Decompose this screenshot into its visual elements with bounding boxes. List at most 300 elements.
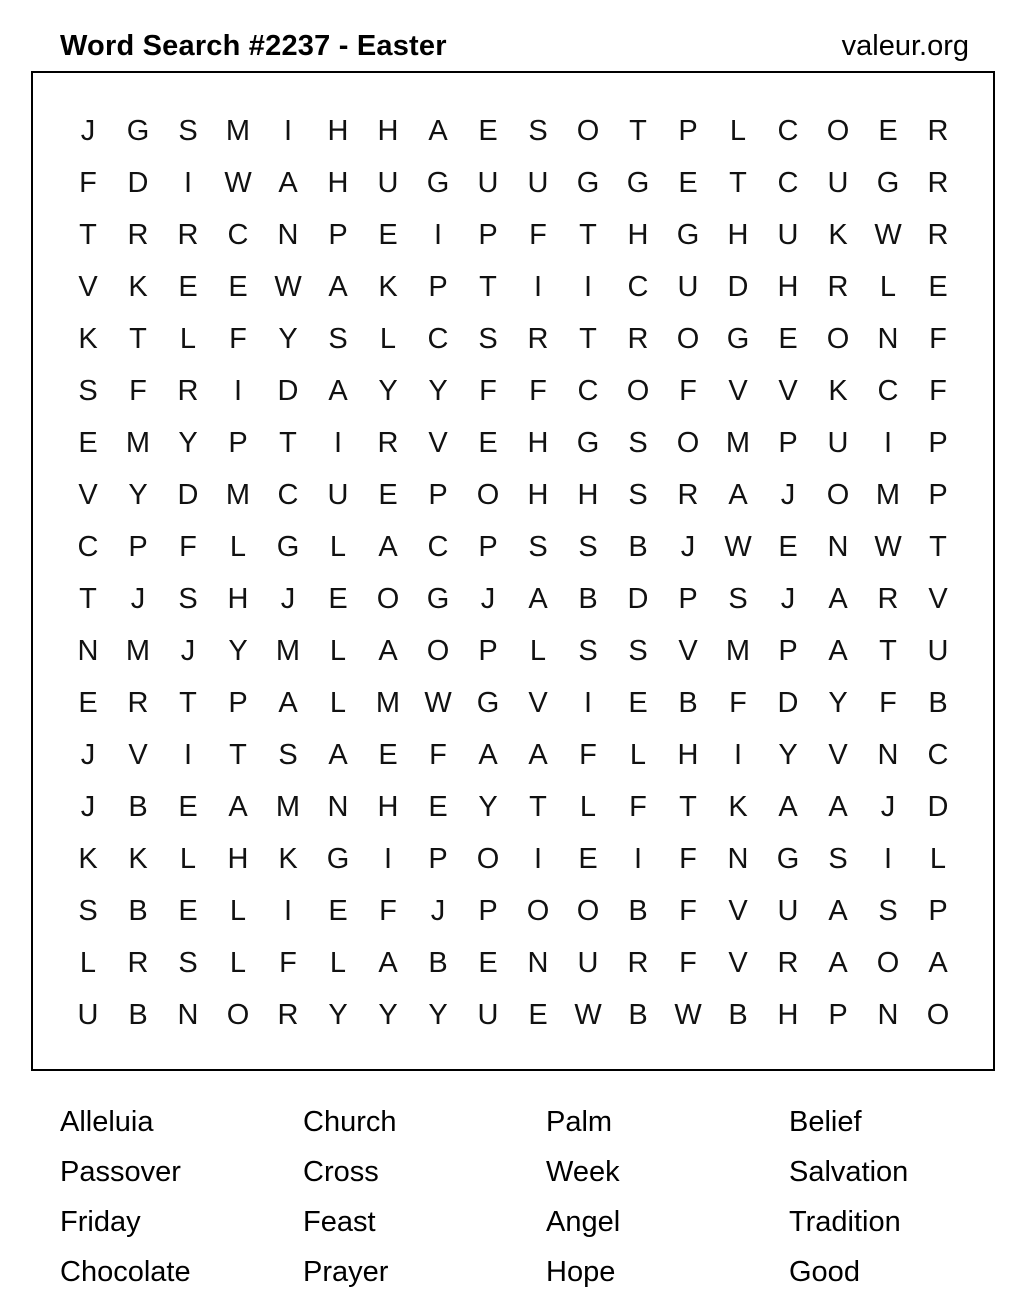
- grid-letter[interactable]: E: [928, 270, 948, 303]
- grid-letter[interactable]: O: [426, 634, 450, 667]
- grid-letter[interactable]: U: [577, 946, 599, 979]
- grid-letter[interactable]: B: [128, 894, 148, 927]
- grid-letter[interactable]: U: [527, 166, 549, 199]
- grid-letter[interactable]: K: [378, 270, 398, 303]
- grid-letter[interactable]: O: [826, 478, 850, 511]
- grid-letter[interactable]: U: [777, 218, 799, 251]
- grid-letter[interactable]: T: [579, 218, 597, 251]
- grid-letter[interactable]: A: [278, 166, 298, 199]
- grid-letter[interactable]: N: [877, 322, 899, 355]
- grid-letter[interactable]: G: [676, 218, 700, 251]
- grid-letter[interactable]: H: [677, 738, 699, 771]
- grid-letter[interactable]: T: [529, 790, 547, 823]
- grid-letter[interactable]: I: [433, 218, 443, 251]
- grid-letter[interactable]: V: [128, 738, 148, 771]
- grid-letter[interactable]: O: [576, 114, 600, 147]
- grid-letter[interactable]: A: [728, 478, 748, 511]
- grid-letter[interactable]: N: [277, 218, 299, 251]
- grid-letter[interactable]: L: [879, 270, 897, 303]
- grid-letter[interactable]: P: [428, 842, 448, 875]
- grid-letter[interactable]: B: [628, 998, 648, 1031]
- grid-letter[interactable]: U: [827, 426, 849, 459]
- grid-letter[interactable]: P: [778, 634, 798, 667]
- grid-letter[interactable]: B: [428, 946, 448, 979]
- grid-letter[interactable]: Y: [478, 790, 498, 823]
- grid-letter[interactable]: T: [79, 218, 97, 251]
- grid-letter[interactable]: R: [927, 218, 949, 251]
- grid-letter[interactable]: R: [127, 686, 149, 719]
- grid-letter[interactable]: G: [576, 426, 600, 459]
- grid-letter[interactable]: G: [876, 166, 900, 199]
- grid-letter[interactable]: J: [680, 530, 696, 563]
- grid-letter[interactable]: T: [179, 686, 197, 719]
- grid-letter[interactable]: S: [878, 894, 898, 927]
- grid-letter[interactable]: H: [377, 790, 399, 823]
- grid-letter[interactable]: E: [228, 270, 248, 303]
- grid-letter[interactable]: J: [180, 634, 196, 667]
- grid-letter[interactable]: I: [233, 374, 243, 407]
- grid-letter[interactable]: N: [327, 790, 349, 823]
- grid-letter[interactable]: B: [128, 790, 148, 823]
- grid-letter[interactable]: P: [478, 634, 498, 667]
- grid-letter[interactable]: V: [928, 582, 948, 615]
- grid-letter[interactable]: T: [129, 322, 147, 355]
- grid-letter[interactable]: W: [224, 166, 252, 199]
- grid-letter[interactable]: W: [574, 998, 602, 1031]
- grid-letter[interactable]: I: [283, 114, 293, 147]
- grid-letter[interactable]: A: [228, 790, 248, 823]
- grid-letter[interactable]: C: [227, 218, 249, 251]
- grid-letter[interactable]: K: [128, 842, 148, 875]
- grid-letter[interactable]: Y: [778, 738, 798, 771]
- grid-letter[interactable]: K: [278, 842, 298, 875]
- grid-letter[interactable]: H: [777, 270, 799, 303]
- grid-letter[interactable]: H: [727, 218, 749, 251]
- grid-letter[interactable]: M: [725, 634, 751, 667]
- grid-letter[interactable]: F: [929, 374, 947, 407]
- grid-letter[interactable]: L: [729, 114, 747, 147]
- grid-letter[interactable]: G: [126, 114, 150, 147]
- grid-letter[interactable]: A: [328, 270, 348, 303]
- grid-letter[interactable]: W: [674, 998, 702, 1031]
- grid-letter[interactable]: E: [678, 166, 698, 199]
- grid-letter[interactable]: O: [576, 894, 600, 927]
- grid-letter[interactable]: C: [777, 166, 799, 199]
- grid-letter[interactable]: F: [729, 686, 747, 719]
- grid-letter[interactable]: B: [728, 998, 748, 1031]
- grid-letter[interactable]: P: [478, 218, 498, 251]
- grid-letter[interactable]: F: [929, 322, 947, 355]
- grid-letter[interactable]: P: [428, 478, 448, 511]
- grid-letter[interactable]: J: [780, 478, 796, 511]
- grid-letter[interactable]: R: [177, 374, 199, 407]
- grid-letter[interactable]: L: [229, 894, 247, 927]
- grid-letter[interactable]: M: [225, 114, 251, 147]
- grid-letter[interactable]: O: [526, 894, 550, 927]
- grid-letter[interactable]: J: [430, 894, 446, 927]
- grid-letter[interactable]: V: [728, 374, 748, 407]
- grid-letter[interactable]: G: [426, 166, 450, 199]
- grid-letter[interactable]: E: [378, 738, 398, 771]
- grid-letter[interactable]: I: [883, 842, 893, 875]
- grid-letter[interactable]: J: [130, 582, 146, 615]
- grid-letter[interactable]: S: [628, 426, 648, 459]
- grid-letter[interactable]: B: [578, 582, 598, 615]
- grid-letter[interactable]: D: [177, 478, 199, 511]
- grid-letter[interactable]: W: [724, 530, 752, 563]
- grid-letter[interactable]: A: [828, 634, 848, 667]
- grid-letter[interactable]: M: [125, 426, 151, 459]
- grid-letter[interactable]: S: [828, 842, 848, 875]
- grid-letter[interactable]: P: [928, 426, 948, 459]
- grid-letter[interactable]: F: [529, 218, 547, 251]
- grid-letter[interactable]: C: [77, 530, 99, 563]
- grid-letter[interactable]: O: [826, 114, 850, 147]
- grid-letter[interactable]: U: [327, 478, 349, 511]
- grid-letter[interactable]: P: [228, 426, 248, 459]
- grid-letter[interactable]: D: [277, 374, 299, 407]
- grid-letter[interactable]: L: [329, 686, 347, 719]
- grid-letter[interactable]: O: [626, 374, 650, 407]
- grid-letter[interactable]: F: [879, 686, 897, 719]
- grid-letter[interactable]: J: [780, 582, 796, 615]
- grid-letter[interactable]: E: [178, 894, 198, 927]
- grid-letter[interactable]: D: [777, 686, 799, 719]
- grid-letter[interactable]: S: [478, 322, 498, 355]
- grid-letter[interactable]: H: [377, 114, 399, 147]
- grid-letter[interactable]: L: [629, 738, 647, 771]
- grid-letter[interactable]: A: [428, 114, 448, 147]
- grid-letter[interactable]: S: [528, 530, 548, 563]
- grid-letter[interactable]: H: [527, 426, 549, 459]
- grid-letter[interactable]: F: [129, 374, 147, 407]
- grid-letter[interactable]: V: [778, 374, 798, 407]
- grid-letter[interactable]: H: [527, 478, 549, 511]
- grid-letter[interactable]: F: [429, 738, 447, 771]
- grid-letter[interactable]: E: [378, 218, 398, 251]
- grid-letter[interactable]: E: [378, 478, 398, 511]
- grid-letter[interactable]: H: [327, 166, 349, 199]
- grid-letter[interactable]: E: [328, 894, 348, 927]
- grid-letter[interactable]: C: [427, 322, 449, 355]
- grid-letter[interactable]: M: [275, 790, 301, 823]
- grid-letter[interactable]: U: [477, 998, 499, 1031]
- grid-letter[interactable]: Y: [828, 686, 848, 719]
- grid-letter[interactable]: H: [327, 114, 349, 147]
- grid-letter[interactable]: D: [927, 790, 949, 823]
- grid-letter[interactable]: P: [928, 478, 948, 511]
- grid-letter[interactable]: B: [628, 530, 648, 563]
- grid-letter[interactable]: R: [127, 218, 149, 251]
- grid-letter[interactable]: I: [633, 842, 643, 875]
- grid-letter[interactable]: C: [927, 738, 949, 771]
- grid-letter[interactable]: O: [476, 478, 500, 511]
- grid-letter[interactable]: E: [78, 686, 98, 719]
- grid-letter[interactable]: B: [928, 686, 948, 719]
- grid-letter[interactable]: V: [78, 478, 98, 511]
- grid-letter[interactable]: P: [228, 686, 248, 719]
- grid-letter[interactable]: R: [627, 322, 649, 355]
- grid-letter[interactable]: E: [478, 946, 498, 979]
- grid-letter[interactable]: E: [778, 322, 798, 355]
- grid-letter[interactable]: E: [428, 790, 448, 823]
- grid-letter[interactable]: S: [178, 114, 198, 147]
- grid-letter[interactable]: A: [828, 946, 848, 979]
- grid-letter[interactable]: S: [328, 322, 348, 355]
- grid-letter[interactable]: V: [678, 634, 698, 667]
- grid-letter[interactable]: U: [377, 166, 399, 199]
- grid-letter[interactable]: P: [778, 426, 798, 459]
- grid-letter[interactable]: F: [179, 530, 197, 563]
- grid-letter[interactable]: C: [427, 530, 449, 563]
- grid-letter[interactable]: Y: [128, 478, 148, 511]
- grid-letter[interactable]: R: [177, 218, 199, 251]
- grid-letter[interactable]: G: [776, 842, 800, 875]
- grid-letter[interactable]: W: [274, 270, 302, 303]
- grid-letter[interactable]: J: [280, 582, 296, 615]
- grid-letter[interactable]: E: [178, 270, 198, 303]
- grid-letter[interactable]: A: [378, 530, 398, 563]
- grid-letter[interactable]: B: [628, 894, 648, 927]
- grid-letter[interactable]: F: [679, 894, 697, 927]
- grid-letter[interactable]: U: [777, 894, 799, 927]
- grid-letter[interactable]: L: [79, 946, 97, 979]
- grid-letter[interactable]: S: [628, 478, 648, 511]
- grid-letter[interactable]: U: [677, 270, 699, 303]
- grid-letter[interactable]: W: [424, 686, 452, 719]
- grid-letter[interactable]: Y: [428, 374, 448, 407]
- grid-letter[interactable]: R: [127, 946, 149, 979]
- grid-letter[interactable]: I: [883, 426, 893, 459]
- grid-letter[interactable]: E: [478, 114, 498, 147]
- grid-letter[interactable]: F: [229, 322, 247, 355]
- grid-letter[interactable]: M: [225, 478, 251, 511]
- grid-letter[interactable]: R: [877, 582, 899, 615]
- grid-letter[interactable]: T: [929, 530, 947, 563]
- grid-letter[interactable]: O: [876, 946, 900, 979]
- grid-letter[interactable]: O: [676, 322, 700, 355]
- grid-letter[interactable]: M: [725, 426, 751, 459]
- grid-letter[interactable]: F: [279, 946, 297, 979]
- grid-letter[interactable]: V: [728, 946, 748, 979]
- grid-letter[interactable]: I: [733, 738, 743, 771]
- grid-letter[interactable]: O: [826, 322, 850, 355]
- grid-letter[interactable]: C: [777, 114, 799, 147]
- grid-letter[interactable]: P: [678, 114, 698, 147]
- grid-letter[interactable]: F: [679, 374, 697, 407]
- grid-letter[interactable]: T: [629, 114, 647, 147]
- grid-letter[interactable]: I: [183, 166, 193, 199]
- grid-letter[interactable]: S: [278, 738, 298, 771]
- grid-letter[interactable]: Y: [378, 998, 398, 1031]
- grid-letter[interactable]: S: [728, 582, 748, 615]
- grid-letter[interactable]: R: [827, 270, 849, 303]
- grid-letter[interactable]: T: [79, 582, 97, 615]
- grid-letter[interactable]: U: [927, 634, 949, 667]
- grid-letter[interactable]: A: [478, 738, 498, 771]
- grid-letter[interactable]: P: [928, 894, 948, 927]
- grid-letter[interactable]: T: [879, 634, 897, 667]
- grid-letter[interactable]: I: [533, 270, 543, 303]
- grid-letter[interactable]: V: [428, 426, 448, 459]
- grid-letter[interactable]: S: [628, 634, 648, 667]
- grid-letter[interactable]: G: [576, 166, 600, 199]
- grid-letter[interactable]: L: [929, 842, 947, 875]
- grid-letter[interactable]: F: [579, 738, 597, 771]
- grid-letter[interactable]: A: [378, 634, 398, 667]
- grid-letter[interactable]: J: [80, 114, 96, 147]
- grid-letter[interactable]: R: [777, 946, 799, 979]
- grid-letter[interactable]: G: [476, 686, 500, 719]
- grid-letter[interactable]: A: [928, 946, 948, 979]
- grid-letter[interactable]: S: [178, 582, 198, 615]
- grid-letter[interactable]: U: [77, 998, 99, 1031]
- grid-letter[interactable]: H: [227, 582, 249, 615]
- grid-letter[interactable]: T: [579, 322, 597, 355]
- grid-letter[interactable]: P: [828, 998, 848, 1031]
- grid-letter[interactable]: H: [777, 998, 799, 1031]
- grid-letter[interactable]: V: [828, 738, 848, 771]
- grid-letter[interactable]: A: [328, 374, 348, 407]
- grid-letter[interactable]: K: [728, 790, 748, 823]
- grid-letter[interactable]: T: [279, 426, 297, 459]
- grid-letter[interactable]: A: [778, 790, 798, 823]
- grid-letter[interactable]: E: [628, 686, 648, 719]
- grid-letter[interactable]: F: [679, 842, 697, 875]
- grid-letter[interactable]: D: [627, 582, 649, 615]
- grid-letter[interactable]: R: [527, 322, 549, 355]
- grid-letter[interactable]: U: [827, 166, 849, 199]
- grid-letter[interactable]: V: [728, 894, 748, 927]
- grid-letter[interactable]: L: [179, 322, 197, 355]
- grid-letter[interactable]: U: [477, 166, 499, 199]
- grid-letter[interactable]: S: [178, 946, 198, 979]
- grid-letter[interactable]: M: [375, 686, 401, 719]
- grid-letter[interactable]: O: [476, 842, 500, 875]
- grid-letter[interactable]: R: [277, 998, 299, 1031]
- grid-letter[interactable]: I: [583, 270, 593, 303]
- grid-letter[interactable]: E: [578, 842, 598, 875]
- grid-letter[interactable]: N: [77, 634, 99, 667]
- grid-letter[interactable]: F: [79, 166, 97, 199]
- grid-letter[interactable]: A: [378, 946, 398, 979]
- grid-letter[interactable]: Y: [178, 426, 198, 459]
- grid-letter[interactable]: H: [577, 478, 599, 511]
- grid-letter[interactable]: F: [679, 946, 697, 979]
- grid-letter[interactable]: T: [479, 270, 497, 303]
- grid-letter[interactable]: A: [328, 738, 348, 771]
- grid-letter[interactable]: K: [128, 270, 148, 303]
- grid-letter[interactable]: R: [927, 166, 949, 199]
- grid-letter[interactable]: H: [627, 218, 649, 251]
- grid-letter[interactable]: I: [333, 426, 343, 459]
- grid-letter[interactable]: W: [874, 218, 902, 251]
- grid-letter[interactable]: L: [329, 634, 347, 667]
- grid-letter[interactable]: K: [828, 374, 848, 407]
- grid-letter[interactable]: L: [529, 634, 547, 667]
- grid-letter[interactable]: A: [528, 738, 548, 771]
- grid-letter[interactable]: R: [677, 478, 699, 511]
- grid-letter[interactable]: I: [183, 738, 193, 771]
- grid-letter[interactable]: L: [379, 322, 397, 355]
- grid-letter[interactable]: O: [226, 998, 250, 1031]
- grid-letter[interactable]: P: [328, 218, 348, 251]
- grid-letter[interactable]: C: [577, 374, 599, 407]
- letter-grid[interactable]: [63, 105, 963, 1041]
- grid-letter[interactable]: I: [283, 894, 293, 927]
- grid-letter[interactable]: C: [877, 374, 899, 407]
- grid-letter[interactable]: F: [629, 790, 647, 823]
- grid-letter[interactable]: W: [874, 530, 902, 563]
- grid-letter[interactable]: J: [80, 790, 96, 823]
- grid-letter[interactable]: I: [383, 842, 393, 875]
- grid-letter[interactable]: E: [878, 114, 898, 147]
- grid-letter[interactable]: J: [480, 582, 496, 615]
- grid-letter[interactable]: S: [578, 530, 598, 563]
- grid-letter[interactable]: K: [78, 322, 98, 355]
- grid-letter[interactable]: E: [528, 998, 548, 1031]
- grid-letter[interactable]: L: [329, 530, 347, 563]
- grid-letter[interactable]: G: [276, 530, 300, 563]
- grid-letter[interactable]: I: [583, 686, 593, 719]
- grid-letter[interactable]: P: [478, 894, 498, 927]
- grid-letter[interactable]: N: [527, 946, 549, 979]
- grid-letter[interactable]: T: [679, 790, 697, 823]
- grid-letter[interactable]: P: [678, 582, 698, 615]
- grid-letter[interactable]: K: [78, 842, 98, 875]
- grid-letter[interactable]: R: [377, 426, 399, 459]
- grid-letter[interactable]: S: [78, 894, 98, 927]
- grid-letter[interactable]: S: [528, 114, 548, 147]
- grid-letter[interactable]: M: [275, 634, 301, 667]
- grid-letter[interactable]: O: [376, 582, 400, 615]
- grid-letter[interactable]: N: [827, 530, 849, 563]
- grid-letter[interactable]: L: [229, 946, 247, 979]
- grid-letter[interactable]: G: [426, 582, 450, 615]
- grid-letter[interactable]: O: [676, 426, 700, 459]
- grid-letter[interactable]: B: [128, 998, 148, 1031]
- grid-letter[interactable]: C: [277, 478, 299, 511]
- grid-letter[interactable]: N: [727, 842, 749, 875]
- grid-letter[interactable]: P: [128, 530, 148, 563]
- grid-letter[interactable]: E: [328, 582, 348, 615]
- grid-letter[interactable]: V: [528, 686, 548, 719]
- grid-letter[interactable]: L: [579, 790, 597, 823]
- grid-letter[interactable]: P: [428, 270, 448, 303]
- grid-letter[interactable]: F: [529, 374, 547, 407]
- grid-letter[interactable]: S: [78, 374, 98, 407]
- grid-letter[interactable]: L: [179, 842, 197, 875]
- grid-letter[interactable]: D: [127, 166, 149, 199]
- grid-letter[interactable]: A: [528, 582, 548, 615]
- grid-letter[interactable]: M: [875, 478, 901, 511]
- grid-letter[interactable]: Y: [428, 998, 448, 1031]
- grid-letter[interactable]: G: [326, 842, 350, 875]
- grid-letter[interactable]: N: [877, 738, 899, 771]
- grid-letter[interactable]: T: [729, 166, 747, 199]
- grid-letter[interactable]: Y: [278, 322, 298, 355]
- grid-letter[interactable]: O: [926, 998, 950, 1031]
- grid-letter[interactable]: Y: [328, 998, 348, 1031]
- grid-letter[interactable]: A: [828, 790, 848, 823]
- grid-letter[interactable]: N: [177, 998, 199, 1031]
- grid-letter[interactable]: E: [78, 426, 98, 459]
- grid-letter[interactable]: V: [78, 270, 98, 303]
- grid-letter[interactable]: S: [578, 634, 598, 667]
- grid-letter[interactable]: F: [479, 374, 497, 407]
- grid-letter[interactable]: I: [533, 842, 543, 875]
- grid-letter[interactable]: T: [229, 738, 247, 771]
